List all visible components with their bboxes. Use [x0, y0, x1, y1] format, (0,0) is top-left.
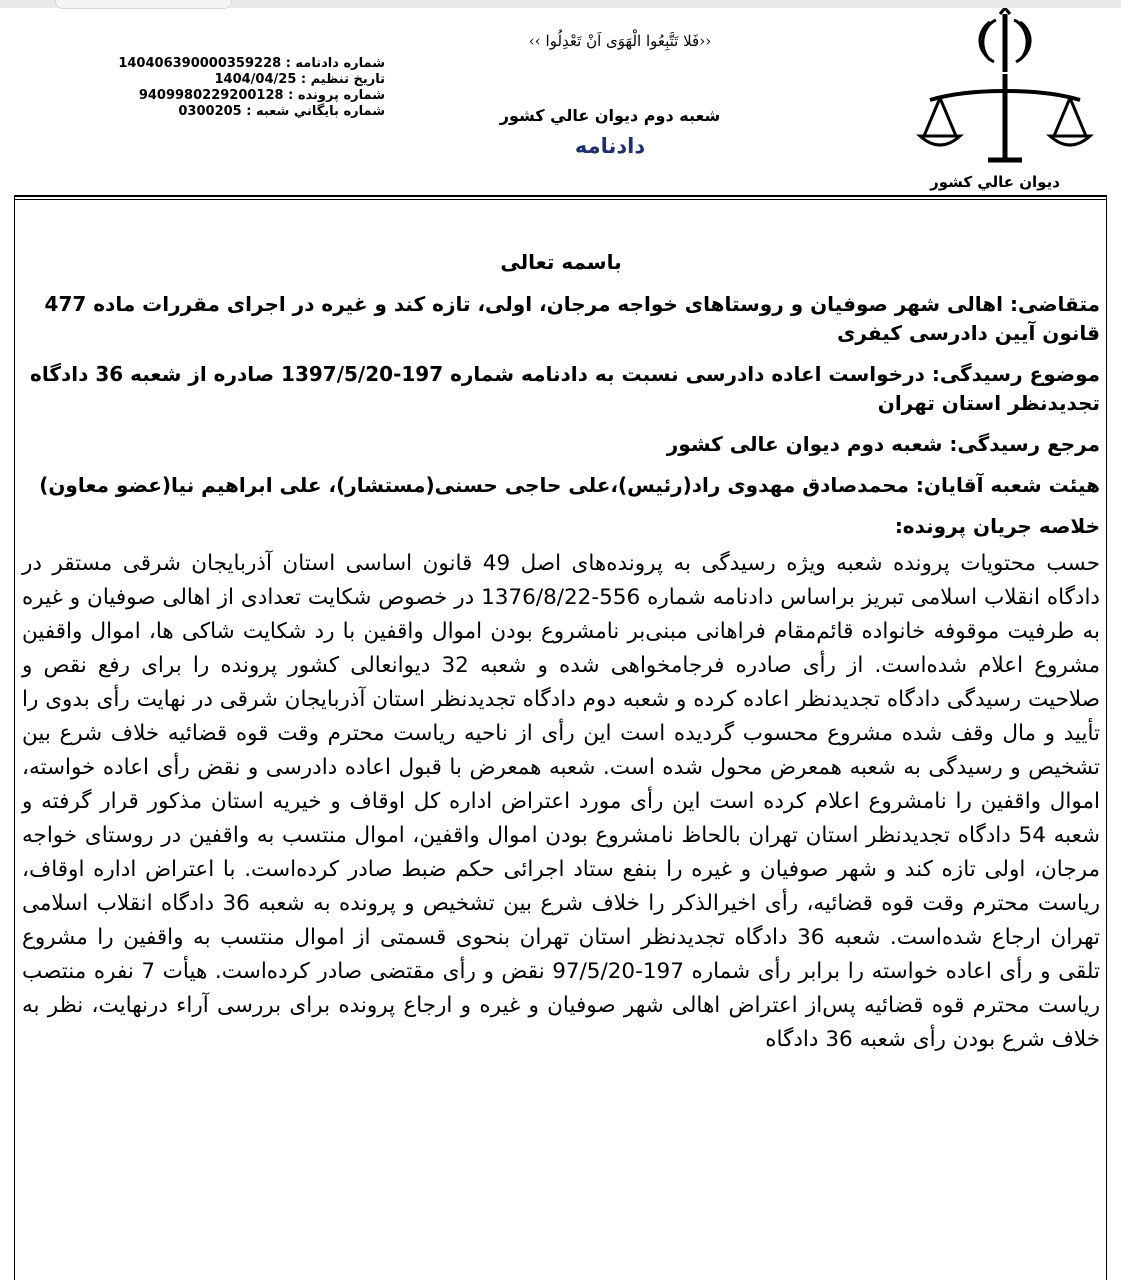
document-title: دادنامه	[574, 134, 646, 158]
page-border-left	[14, 196, 15, 1280]
quran-motto: ‹‹فَلا تَتَّبِعُوا الْهَوَى اَنْ تَعْدِلُوا ››	[528, 32, 712, 50]
meta-label: شماره پرونده :	[288, 88, 385, 103]
meta-value: 140406390000359228	[118, 56, 282, 71]
court-name: ديوان عالي كشور	[930, 173, 1060, 191]
meta-row	[100, 88, 385, 104]
summary-heading: خلاصه جریان پرونده:	[894, 514, 1100, 538]
meta-row	[100, 56, 385, 72]
page-border-right	[1106, 196, 1107, 1280]
meta-value: 0300205	[178, 104, 242, 119]
meta-label: شماره بايگاني شعبه :	[246, 104, 385, 119]
meta-value: 9409980229200128	[138, 88, 284, 103]
document-body	[22, 250, 1100, 1057]
meta-label: شماره دادنامه :	[285, 56, 385, 71]
summary-text: حسب محتویات پرونده شعبه ویژه رسیدگی به پرونده‌های اصل 49 قانون اساسی استان آذربایجان شرقی مستقر در دادگاه انقلاب اسلامی تبریز براساس دادنامه شماره 556-1376/8/22 در خصوص شکایت تعدادی از اهالی صوفیان و غیره به طرفیت موقوفه خانواده قائم‌مقام فراهانی مبنی‌بر نامشروع بودن اموال واقفین با رد شکایت شاکی ها، اموال واقفین مشروع اعلام شده‌است. از رأی صادره فرجامخواهی شده و شعبه 32 دیوانعالی کشور پرونده را برای رفع نقص و صلاحیت رسیدگی دادگاه تجدیدنظر اعاده کرده و شعبه دوم دادگاه تجدیدنظر استان آذربایجان شرقی در نهایت رأی بدوی را تأیید و مال وقف شده مشروع محسوب گردیده است این رأی از ناحیه ریاست محترم وقت قوه قضائیه خلاف شرع بین تشخیص و رسیدگی به شعبه همعرض محول شده است. شعبه همعرض با قبول اعاده دادرسی و نقض رأی اعاده خواسته، اموال واقفین را نامشروع اعلام کرده است این رأی مورد اعتراض اداره کل اوقاف و خیریه استان مذکور قرار گرفته و شعبه 54 دادگاه تجدیدنظر استان تهران بالحاظ نامشروع بودن اموال واقفین، اموال منتسب به واقفین در روستای خواجه مرجان، اولی تازه کند و شهر صوفیان و غیره را بنفع ستاد اجرائی حکم ضبط صادر کرده‌است. با اعتراض اداره اوقاف، ریاست محترم وقت قوه قضائیه، رأی اخیرالذکر را خلاف شرع بین تشخیص و پرونده به شعبه 36 دادگاه انقلاب اسلامی تهران ارجاع شده‌است. شعبه 36 دادگاه تجدیدنظر استان تهران بنحوی قسمتی از اموال منتسب به واقفین را مشروع تلقی و رأی اعاده خواسته را برابر رأی شماره 197-97/5/20 نقض و رأی مقتضی صادر کرده‌است. هیأت 7 نفره منتصب ریاست محترم قوه قضائیه پس‌از اعتراض اهالی شهر صوفیان و غیره و ارجاع پرونده برای بررسی آراء درنهایت، نظر به خلاف شرع بودن رأی شعبه 36 دادگاه	[22, 551, 1101, 1052]
court-emblem-icon	[910, 8, 1100, 168]
branch-name: شعبه دوم ديوان عالي كشور	[499, 106, 721, 125]
field-subject: موضوع رسیدگی: درخواست اعاده دادرسی نسبت به دادنامه شماره 197-1397/5/20 صادره از شعبه 36 دادگاه تجدیدنظر استان تهران	[30, 362, 1100, 415]
field-authority: مرجع رسیدگی: شعبه دوم دیوان عالی کشور	[666, 432, 1100, 456]
document-meta	[100, 56, 385, 120]
header-divider	[14, 195, 1107, 197]
meta-value: 1404/04/25	[214, 72, 297, 87]
meta-row	[100, 104, 385, 120]
document-header	[0, 0, 1121, 191]
field-applicant: متقاضی: اهالی شهر صوفیان و روستاهای خواجه مرجان، اولی، تازه کند و غیره در اجرای مقررات ماده 477 قانون آیین دادرسی کیفری	[44, 292, 1100, 345]
header-divider	[14, 199, 1107, 200]
bismillah-heading: باسمه تعالی	[500, 250, 622, 274]
field-panel: هیئت شعبه آقایان: محمدصادق مهدوی راد(رئیس)،علی حاجی حسنی(مستشار)، علی ابراهیم نیا(عضو معاون)	[39, 473, 1100, 497]
meta-label: تاريخ تنظيم :	[300, 72, 385, 87]
meta-row	[100, 72, 385, 88]
